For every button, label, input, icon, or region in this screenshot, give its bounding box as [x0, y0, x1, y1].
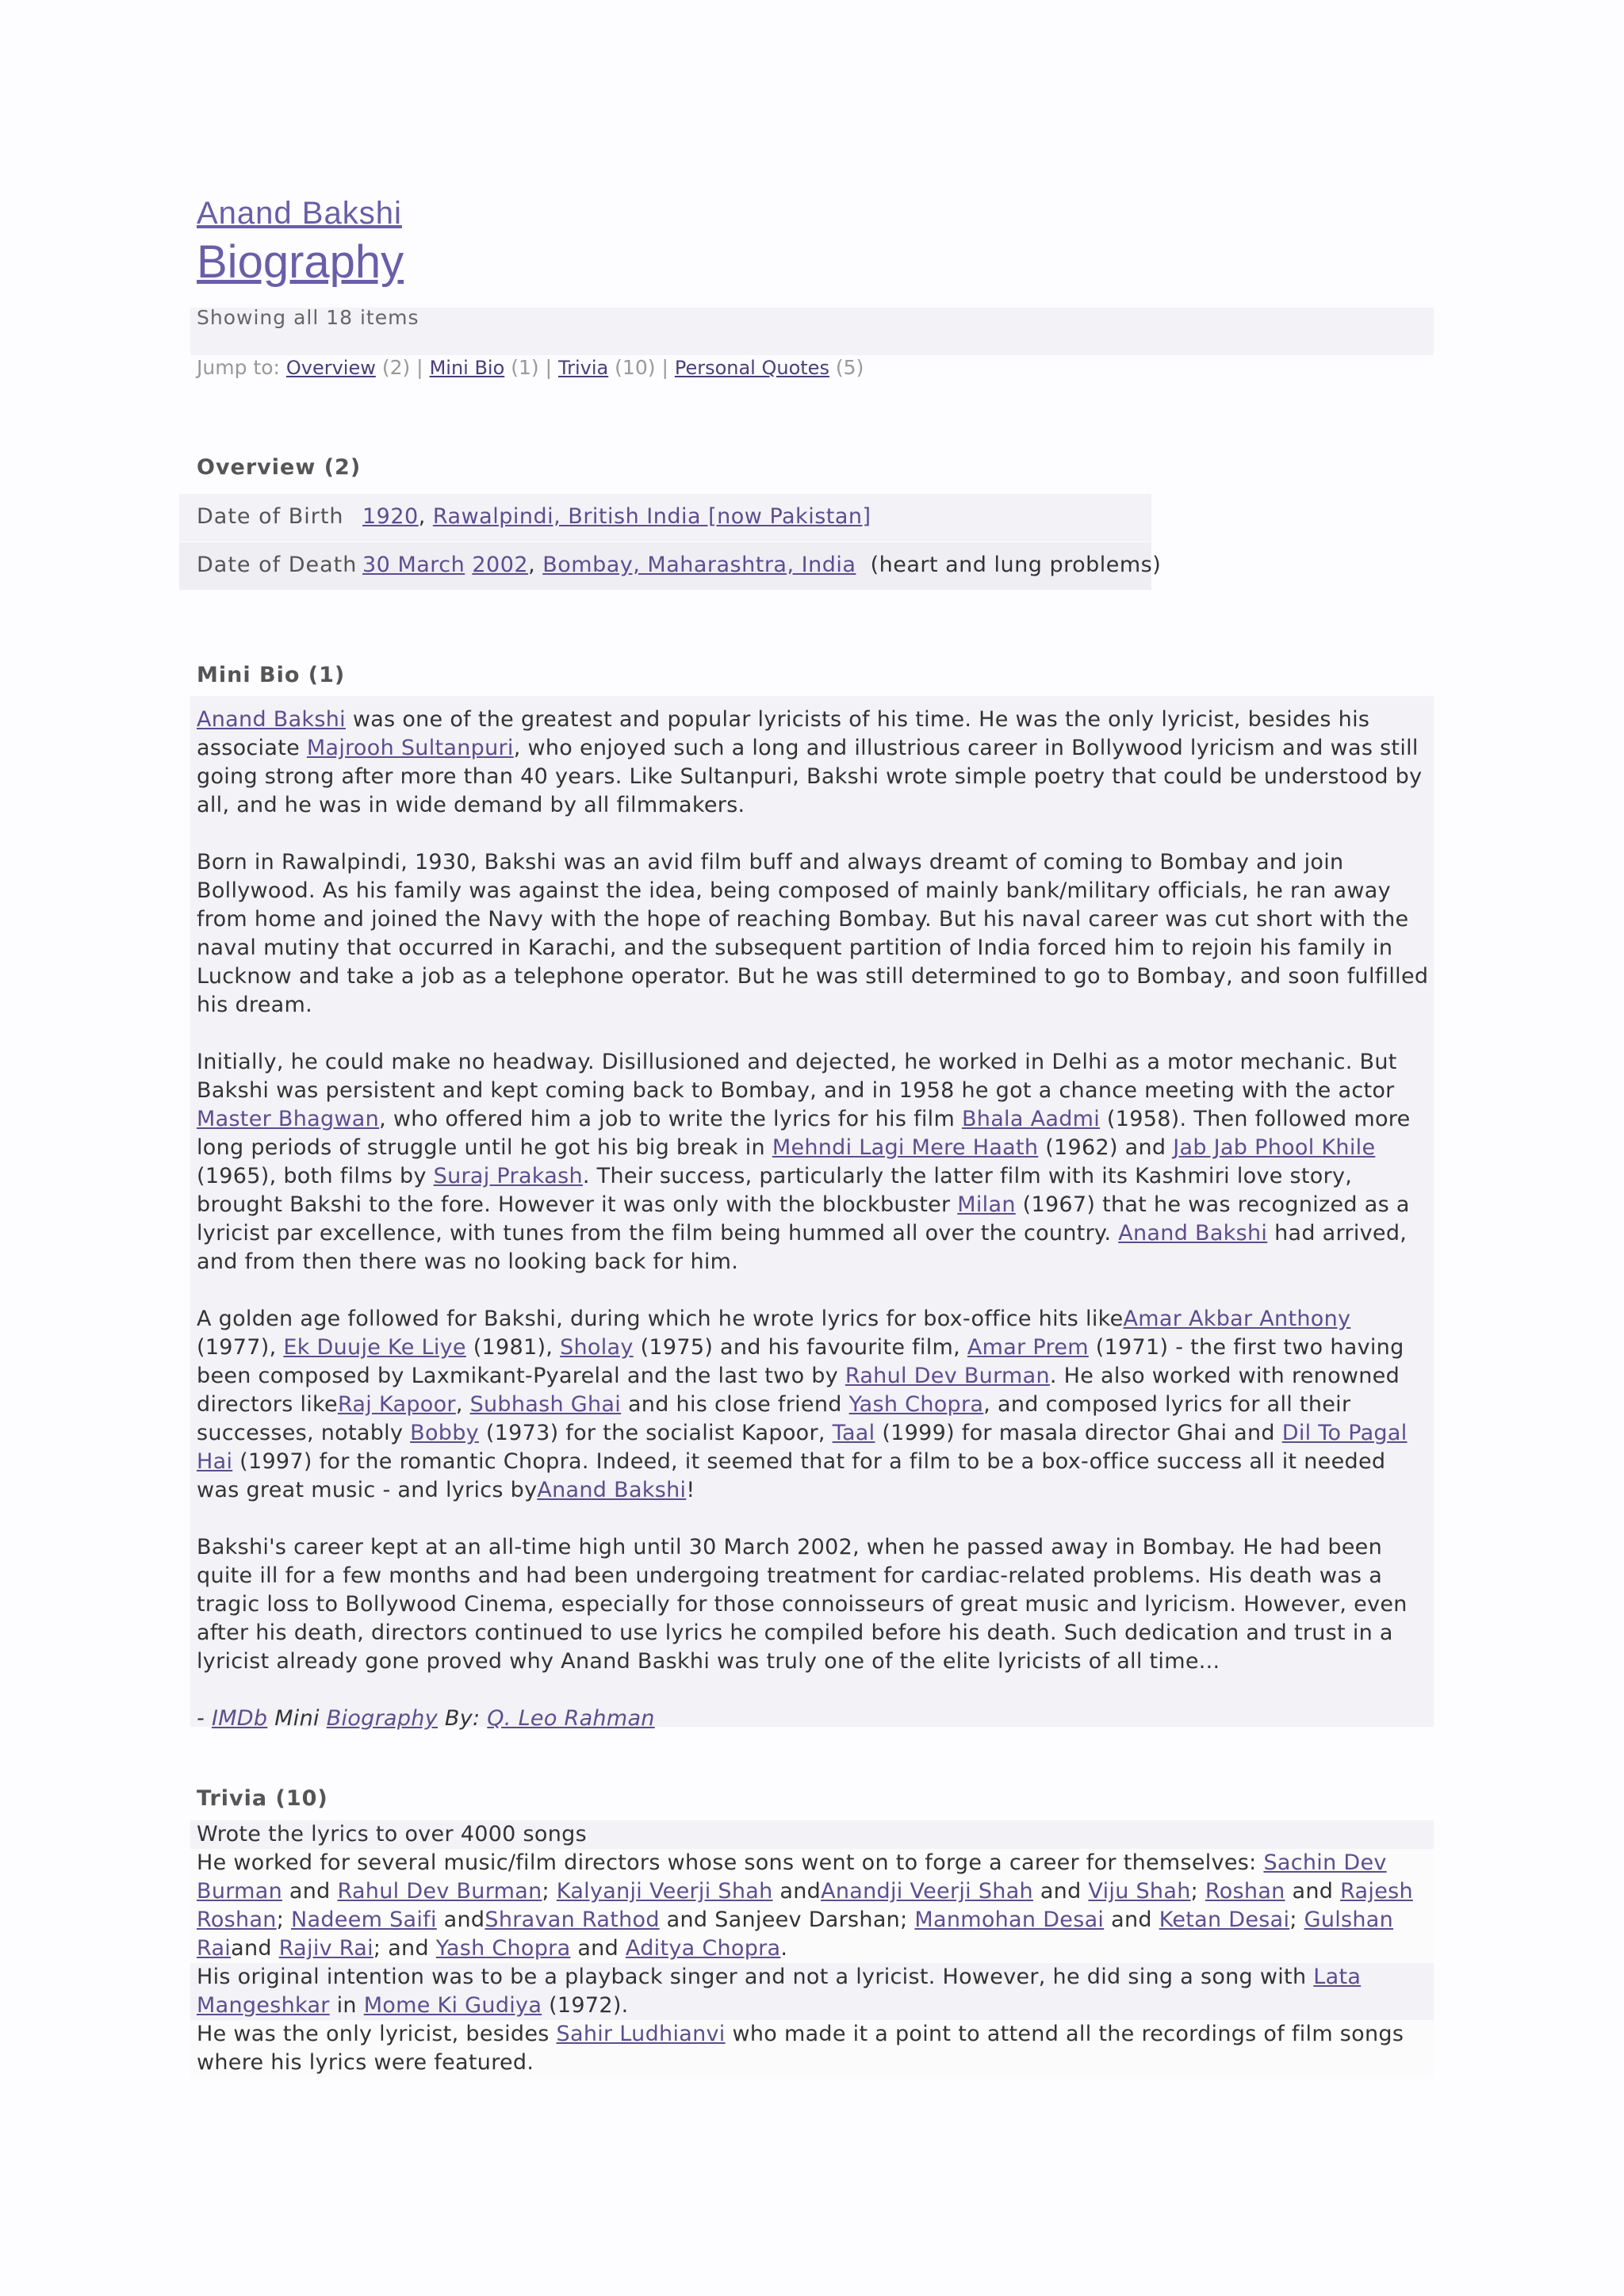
person-link[interactable]: Sahir Ludhianvi [556, 2022, 726, 2046]
minibio-paragraph: A golden age followed for Bakshi, during which he wrote lyrics for box-office hits likeAmar Akbar Anthony (1977), Ek Duuje Ke Liye (1981), Sholay (1975) and his favourite film, Amar Prem (1971) - the first two having been composed by Laxmikant-Pyarelal and the last two by Rahul Dev Burman. He also worked with renowned directors likeRaj Kapoor, Subhash Ghai and his close friend Yash Chopra, and composed lyrics for all their successes, notably Bobby (1973) for the socialist Kapoor, Taal (1999) for masala director Ghai and Dil To Pagal Hai (1997) for the romantic Chopra. Indeed, it seemed that for a film to be a box-office success all it needed was great music - and lyrics byAnand Bakshi! [197, 1307, 1408, 1502]
minibio-heading: Mini Bio (1) [197, 663, 346, 687]
film-link[interactable]: Sholay [560, 1335, 634, 1360]
film-link[interactable]: Mome Ki Gudiya [363, 1993, 542, 2018]
person-link[interactable]: Anandji Veerji Shah [821, 1879, 1033, 1904]
jump-overview-link[interactable]: Overview [285, 357, 376, 379]
person-link[interactable]: Sachin Dev Burman [197, 1850, 1387, 1904]
film-link[interactable]: Amar Prem [967, 1335, 1089, 1360]
person-link[interactable]: Shravan Rathod [485, 1908, 660, 1932]
person-link[interactable]: Anand Bakshi [537, 1478, 687, 1502]
death-note: (heart and lung problems) [870, 553, 1162, 577]
jump-separator: | [410, 356, 430, 379]
death-place-link[interactable]: Bombay, Maharashtra, India [542, 553, 856, 577]
film-link[interactable]: Bobby [410, 1421, 479, 1445]
film-link[interactable]: Ek Duuje Ke Liye [283, 1335, 466, 1360]
person-link[interactable]: Suraj Prakash [433, 1164, 583, 1188]
birth-year-link[interactable]: 1920 [362, 504, 419, 529]
person-link[interactable]: Rahul Dev Burman [845, 1364, 1050, 1388]
jump-nav [197, 356, 864, 379]
person-link[interactable]: Gulshan Rai [197, 1908, 1394, 1961]
imdb-link[interactable]: IMDb [211, 1706, 268, 1731]
person-link[interactable]: Lata Mangeshkar [197, 1965, 1362, 2018]
person-link[interactable]: Kalyanji Veerji Shah [556, 1879, 773, 1904]
trivia-heading: Trivia (10) [197, 1786, 328, 1811]
jump-count: (5) [835, 356, 864, 379]
minibio-signature: - IMDb Mini Biography By: Q. Leo Rahman [197, 1706, 655, 1731]
trivia-item: He was the only lyricist, besides Sahir Ludhianvi who made it a point to attend all the recordings of film songs where his lyrics were featured. [190, 2020, 1434, 2077]
jump-minibio-link[interactable]: Mini Bio [429, 357, 505, 379]
author-link[interactable]: Q. Leo Rahman [487, 1706, 655, 1731]
trivia-item: He worked for several music/film directors whose sons went on to forge a career for themselves: Sachin Dev Burman and Rahul Dev Burman; Kalyanji Veerji Shah andAnandji Veerji Shah and Viju Shah; Roshan and Rajesh Roshan; Nadeem Saifi andShravan Rathod and Sanjeev Darshan; Manmohan Desai and Ketan Desai; Gulshan Raiand Rajiv Rai; and Yash Chopra and Aditya Chopra. [190, 1849, 1434, 1963]
minibio-paragraph: Born in Rawalpindi, 1930, Bakshi was an avid film buff and always dreamt of coming to Bombay and join Bollywood. As his family was against the idea, being composed of mainly bank/military officials, he ran away from home and joined the Navy with the hope of reaching Bombay. But his naval career was cut short with the naval mutiny that occurred in Karachi, and the subsequent partition of India forced him to rejoin his family in Lucknow and take a job as a telephone operator. But he was still determined to go to Bombay, and soon fulfilled his dream. [197, 850, 1429, 1017]
jump-separator: | [655, 356, 675, 379]
minibio-paragraph: Anand Bakshi was one of the greatest and popular lyricists of his time. He was the only lyricist, besides his associate Majrooh Sultanpuri, who enjoyed such a long and illustrious career in Bollywood lyricism and was still going strong after more than 40 years. Like Sultanpuri, Bakshi wrote simple poetry that could be understood by all, and he was in wide demand by all filmmakers. [197, 707, 1423, 817]
person-link[interactable]: Anand Bakshi [197, 707, 346, 732]
trivia-list [190, 1820, 1434, 2077]
film-link[interactable]: Amar Akbar Anthony [1123, 1307, 1351, 1331]
film-link[interactable]: Mehndi Lagi Mere Haath [772, 1135, 1039, 1160]
trivia-item: His original intention was to be a playback singer and not a lyricist. However, he did sing a song with Lata Mangeshkar in Mome Ki Gudiya (1972). [190, 1963, 1434, 2020]
trivia-item: Wrote the lyrics to over 4000 songs [190, 1820, 1434, 1849]
jump-count: (10) [615, 356, 656, 379]
person-link[interactable]: Viju Shah [1088, 1879, 1191, 1904]
film-link[interactable]: Jab Jab Phool Khile [1173, 1135, 1376, 1160]
jump-prefix: Jump to: [197, 356, 286, 379]
jump-count: (2) [381, 356, 411, 379]
death-year-link[interactable]: 2002 [472, 553, 529, 577]
person-link[interactable]: Anand Bakshi [1118, 1221, 1268, 1246]
jump-quotes-link[interactable]: Personal Quotes [674, 357, 829, 379]
person-link[interactable]: Raj Kapoor [337, 1392, 456, 1417]
death-value: 30 March 2002, Bombay, Maharashtra, India (heart and lung problems) [362, 553, 1162, 577]
biography-link[interactable]: Biography [326, 1706, 438, 1731]
birth-value: 1920, Rawalpindi, British India [now Pakistan] [362, 504, 871, 529]
birth-label: Date of Birth [197, 504, 344, 529]
person-link[interactable]: Roshan [1205, 1879, 1285, 1904]
film-link[interactable]: Taal [832, 1421, 875, 1445]
person-link[interactable]: Rajesh Roshan [197, 1879, 1413, 1932]
person-link[interactable]: Yash Chopra [435, 1936, 571, 1961]
person-link[interactable]: Rajiv Rai [278, 1936, 373, 1961]
person-link[interactable]: Manmohan Desai [914, 1908, 1105, 1932]
person-link[interactable]: Nadeem Saifi [291, 1908, 437, 1932]
jump-count: (1) [511, 356, 539, 379]
minibio-text [197, 706, 1434, 1762]
death-date-link[interactable]: 30 March [362, 553, 465, 577]
birth-place-link[interactable]: Rawalpindi, British India [now Pakistan] [432, 504, 871, 529]
jump-separator: | [538, 356, 558, 379]
person-link[interactable]: Rahul Dev Burman [337, 1879, 542, 1904]
person-link[interactable]: Majrooh Sultanpuri [306, 736, 514, 760]
page-title-link[interactable]: Biography [197, 236, 404, 288]
person-link[interactable]: Subhash Ghai [469, 1392, 622, 1417]
jump-trivia-link[interactable]: Trivia [557, 357, 609, 379]
person-link[interactable]: Yash Chopra [848, 1392, 984, 1417]
items-count: Showing all 18 items [197, 306, 419, 329]
overview-heading: Overview (2) [197, 455, 362, 480]
person-link[interactable]: Aditya Chopra [625, 1936, 781, 1961]
film-link[interactable]: Milan [957, 1192, 1016, 1217]
person-name-link[interactable]: Anand Bakshi [197, 196, 402, 231]
film-link[interactable]: Bhala Aadmi [961, 1107, 1101, 1131]
death-label: Date of Death [197, 553, 358, 577]
person-link[interactable]: Ketan Desai [1159, 1908, 1290, 1932]
film-link[interactable]: Dil To Pagal Hai [197, 1421, 1408, 1474]
minibio-paragraph: Bakshi's career kept at an all-time high until 30 March 2002, when he passed away in Bombay. He had been quite ill for a few months and had been undergoing treatment for cardiac-related problems. His death was a tragic loss to Bollywood Cinema, especially for those connoisseurs of great music and lyricism. However, even after his death, directors continued to use lyrics he compiled before his death. Such dedication and trust in a lyricist already gone proved why Anand Baskhi was truly one of the elite lyricists of all time... [197, 1535, 1408, 1674]
minibio-paragraph: Initially, he could make no headway. Disillusioned and dejected, he worked in Delhi as a motor mechanic. But Bakshi was persistent and kept coming back to Bombay, and in 1958 he got a chance meeting with the actor Master Bhagwan, who offered him a job to write the lyrics for his film Bhala Aadmi (1958). Then followed more long periods of struggle until he got his big break in Mehndi Lagi Mere Haath (1962) and Jab Jab Phool Khile (1965), both films by Suraj Prakash. Their success, particularly the latter film with its Kashmiri love story, brought Bakshi to the fore. However it was only with the blockbuster Milan (1967) that he was recognized as a lyricist par excellence, with tunes from the film being hummed all over the country. Anand Bakshi had arrived, and from then there was no looking back for him. [197, 1050, 1411, 1274]
person-link[interactable]: Master Bhagwan [197, 1107, 380, 1131]
